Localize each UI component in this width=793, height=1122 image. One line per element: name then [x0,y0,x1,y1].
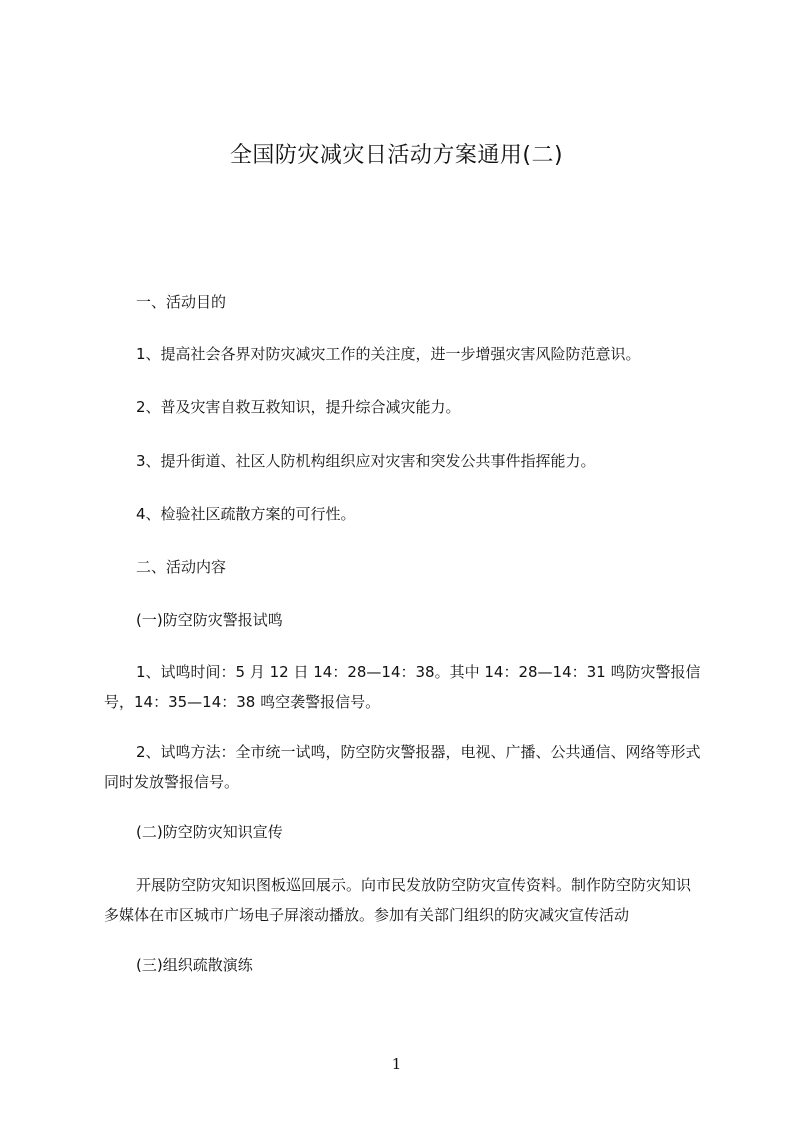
paragraph-publicity: 开展防空防灾知识图板巡回展示。向市民发放防空防灾宣传资料。制作防空防灾知识多媒体在市区城市广场电子屏滚动播放。参加有关部门组织的防灾减灾宣传活动 [104,876,692,924]
section-heading-purpose: 一、活动目的 [136,293,227,311]
section-heading-content: 二、活动内容 [136,558,227,576]
paragraph-purpose-4: 4、检验社区疏散方案的可行性。 [136,505,356,523]
paragraph-purpose-2: 2、普及灾害自救互救知识，提升综合减灾能力。 [136,398,461,416]
document-title: 全国防灾减灾日活动方案通用(二) [229,143,564,168]
subsection-heading-alarm: (一)防空防灾警报试鸣 [136,611,283,629]
subsection-heading-publicity: (二)防空防灾知识宣传 [136,823,283,841]
paragraph-alarm-method: 2、试鸣方法：全市统一试鸣，防空防灾警报器，电视、广播、公共通信、网络等形式同时发放警报信号。 [104,743,701,791]
paragraph-purpose-1: 1、提高社会各界对防灾减灾工作的关注度，进一步增强灾害风险防范意识。 [136,345,641,363]
paragraph-alarm-time: 1、试鸣时间：5 月 12 日 14：28—14：38。其中 14：28—14：31 鸣防灾警报信号，14：35—14：38 鸣空袭警报信号。 [104,663,701,711]
paragraph-purpose-3: 3、提升街道、社区人防机构组织应对灾害和突发公共事件指挥能力。 [136,452,596,470]
page-number: 1 [391,1055,402,1073]
subsection-heading-evacuation: (三)组织疏散演练 [136,956,253,974]
